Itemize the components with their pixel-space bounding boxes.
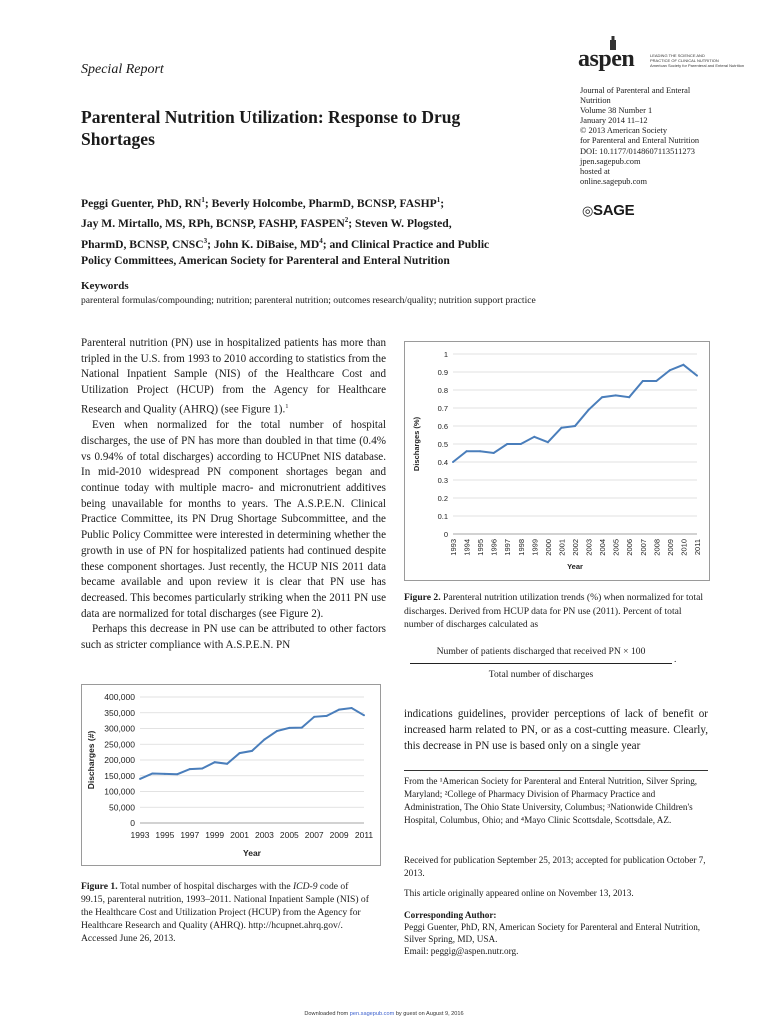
data-point [139,778,141,780]
journal-line[interactable]: jpen.sagepub.com [580,156,641,166]
x-tick-label: 1995 [155,830,175,840]
footer-text: by guest on August 9, 2016 [394,1011,464,1017]
data-point [251,750,253,752]
journal-line: January 2014 11–12 [580,116,648,126]
data-point [151,773,153,775]
download-footer [0,1011,768,1017]
author-affil: 1 [201,196,205,204]
author-affil: 2 [344,216,349,225]
figure-label: Figure 2. [404,592,441,603]
y-tick-label: 250,000 [104,739,135,750]
x-tick-label: 2003 [584,539,594,556]
body-column-left [81,336,386,654]
author-name: Jay M. Mirtallo, MS, RPh, BCNSP, FASHP, FASPEN [81,217,345,231]
y-tick-label: 0.3 [437,476,448,485]
aspen-logo-word: aspen [578,46,635,72]
logo-tag-line: PRACTICE OF CLINICAL NUTRITION [650,58,719,63]
x-tick-label: 2009 [665,539,675,556]
sage-logo [582,202,634,219]
x-tick-label: 1996 [489,539,499,556]
caption-text: Total number of hospital discharges with the [117,881,293,892]
author-sep: ; and Clinical Practice and Public [322,237,490,251]
data-point [588,409,590,411]
logo-tag-line: LEADING THE SCIENCE AND [650,53,705,58]
footer-text: Downloaded from [304,1011,350,1017]
figure1-frame [81,684,381,866]
journal-line: DOI: 10.1177/0148607113511273 [580,146,695,156]
y-tick-label: 1 [443,350,448,359]
keywords-text: parenteral formulas/compounding; nutrition; parenteral nutrition; outcomes research/quality; nutrition support practice [81,295,536,306]
data-point [263,739,265,741]
data-point [313,716,315,718]
author-name: Steven W. Plogsted, [355,217,452,231]
section-label: Special Report [81,62,164,77]
y-tick-label: 0.4 [437,458,448,467]
x-tick-label: 2004 [598,539,608,556]
journal-line: Volume 38 Number 1 [580,106,653,116]
figure-label: Figure 1. [81,881,118,892]
y-tick-label: 100,000 [104,786,135,797]
formula-period: . [674,654,677,665]
sage-logo-icon: ◎ [582,203,594,218]
x-axis-label: Year [567,562,583,571]
reference-mark: 1 [285,402,289,410]
data-point [615,394,617,396]
y-tick-label: 300,000 [104,723,135,734]
y-tick-label: 0.7 [437,404,448,413]
x-tick-label: 1999 [530,539,540,556]
data-point [164,773,166,775]
data-point [560,427,562,429]
journal-line: Nutrition [580,96,611,106]
x-tick-label: 1995 [476,539,486,556]
sage-logo-text: SAGE [593,202,635,219]
x-tick-label: 1993 [130,830,150,840]
keywords-heading: Keywords [81,280,129,292]
figure1-caption [81,880,371,945]
data-point [301,727,303,729]
y-tick-label: 50,000 [109,802,135,813]
journal-line[interactable]: online.sagepub.com [580,176,647,186]
formula-denominator: Total number of discharges [488,669,594,680]
y-tick-label: 0.9 [437,368,448,377]
data-point [452,461,454,463]
x-tick-label: 2006 [625,539,635,556]
caption-italic: ICD-9 [292,881,318,892]
journal-line: for Parenteral and Enteral Nutrition [580,136,700,146]
data-point [176,773,178,775]
y-tick-label: 0 [130,818,135,828]
y-tick-label: 0 [443,530,448,539]
data-point [288,727,290,729]
data-point [493,452,495,454]
series-line [140,708,364,779]
data-point [506,443,508,445]
corr-email[interactable]: Email: peggig@aspen.nutr.org. [404,946,519,956]
x-tick-label: 1999 [205,830,225,840]
y-tick-label: 200,000 [104,755,135,765]
x-tick-label: 2001 [557,539,567,556]
x-tick-label: 2005 [611,539,621,556]
received-dates: Received for publication September 25, 2013; accepted for publication October 7, 2013. [404,855,706,879]
author-sep: ; [207,237,214,251]
formula-numerator: Number of patients discharged that received PN × 100 [436,646,646,657]
data-point [338,709,340,711]
data-point [226,763,228,765]
figure2-frame [404,341,710,581]
figure2-caption [404,591,708,632]
paragraph [81,336,386,418]
x-tick-label: 2011 [354,830,374,840]
data-point [466,450,468,452]
y-tick-label: 350,000 [104,707,135,718]
x-tick-label: 2008 [652,539,662,556]
author-name: Peggi Guenter, PhD, RN [81,196,202,210]
y-tick-label: 0.1 [437,512,448,521]
x-tick-label: 2002 [571,539,580,556]
author-sep: ; [204,196,212,210]
x-tick-label: 2003 [254,830,274,840]
footer-link[interactable]: pen.sagepub.com [349,1011,395,1017]
x-tick-label: 1998 [516,539,526,556]
figure1-chart [82,685,380,865]
data-point [520,443,522,445]
data-point [574,425,576,427]
data-point [642,380,644,382]
data-point [601,396,603,398]
data-point [533,436,535,438]
journal-line: hosted at [580,166,611,176]
corresponding-author [404,909,708,957]
x-tick-label: 2010 [679,539,689,556]
y-tick-label: 0.5 [437,440,448,449]
y-axis-label: Discharges (%) [412,416,421,472]
data-point [363,714,365,716]
body-column-right: indications guidelines, provider perceptions of lack of benefit or increased harm related to PN, or as a cost-cutting measure. Clearly, this decrease in PN use is based only on a single year [404,708,708,752]
paragraph-text: Parenteral nutrition (PN) use in hospitalized patients has more than tripled in the U.S. from 1993 to 2010 according to statistics from the National Inpatient Sample (NIS) of the Healthcare Cost and Utilization Project (HCUP) from the Agency for Healthcare Research and Quality (AHRQ) (see Figure 1). [81,337,386,416]
data-point [655,380,657,382]
paragraph: Perhaps this decrease in PN use can be attributed to other factors such as stricter compliance with A.S.P.E.N. PN [81,623,386,652]
caption-text: Parenteral nutrition utilization trends (%) when normalized for total discharges. Derived from HCUP data for PN use (2011). Percent of total number of discharges calculated as [404,592,704,630]
author-sep: ; [348,217,356,231]
author-affil: 4 [319,236,323,245]
x-tick-label: 2009 [329,830,349,840]
data-point [669,369,671,371]
data-point [189,768,191,770]
figure2-chart [405,342,709,580]
divider [404,770,708,771]
x-tick-label: 2000 [543,539,553,556]
data-point [276,730,278,732]
aspen-logo [578,36,748,80]
corr-text: Peggi Guenter, PhD, RN, American Society for Parenteral and Enteral Nutrition, Silver Spring, MD, USA. [404,922,701,944]
y-tick-label: 0.2 [437,494,448,503]
x-tick-label: 2007 [304,830,324,840]
online-date: This article originally appeared online on November 13, 2013. [404,888,634,898]
x-tick-label: 1997 [503,539,513,556]
caption-text: code of 99.15, parenteral nutrition, 1993–2011. National Inpatient Sample (NIS) of the Healthcare Cost and Utilization Project (HCUP) from the Agency for Healthcare Research and Quality (AHRQ). http://hcupnet.ahrq.gov/. Accessed June 26, 2013. [81,881,369,944]
data-point [214,761,216,763]
data-point [682,364,684,366]
data-point [628,396,630,398]
author-name: John K. DiBaise, MD [213,237,320,251]
data-point [239,752,241,754]
data-point [201,768,203,770]
journal-line: © 2013 American Society [580,126,668,136]
logo-tag-line: American Society for Parenteral and Enteral Nutrition [650,63,745,68]
x-tick-label: 1993 [449,539,458,556]
data-point [351,707,353,709]
x-tick-label: 2005 [279,830,299,840]
y-tick-label: 0.6 [437,422,448,431]
x-tick-label: 1994 [462,539,472,556]
series-line [453,365,697,462]
y-tick-label: 400,000 [104,692,135,702]
author-name: PharmD, BCNSP, CNSC [81,237,204,251]
corr-heading: Corresponding Author: [404,910,497,920]
author-name: Beverly Holcombe, PharmD, BCNSP, FASHP [211,196,437,210]
x-axis-label: Year [243,848,261,858]
y-tick-label: 150,000 [104,770,135,781]
author-sep: ; [440,196,445,210]
x-tick-label: 2007 [638,539,648,556]
article-title: Parenteral Nutrition Utilization: Response to Drug Shortages [81,107,461,149]
author-affil: 1 [436,196,441,204]
x-tick-label: 1997 [180,830,200,840]
data-point [479,450,481,452]
y-axis-label: Discharges (#) [86,730,96,790]
author-name: Policy Committees, American Society for Parenteral and Enteral Nutrition [81,254,450,268]
paragraph: Even when normalized for the total number of hospital discharges, the use of PN has more than doubled in that time (0.4% vs 0.94% of total discharges) according to HCUPnet NIS database. In mid-2010 widespread PN component shortages began and continue today with multiple macro- and micronutrient additives being unavailable for months to years. The A.S.P.E.N. Clinical Practice Committee, its PN Drug Shortage Subcommittee, and the Public Policy Committee were interested in determining whether the growth in use of PN for hospitalized patients had continued despite these component shortages. Just recently, the HCUP NIS 2011 data became available and upon review it is clear that PN use has decreased. This becomes particularly striking when the 2011 PN use data are normalized for total discharges (see Figure 2). [81,419,386,620]
author-affil: 3 [203,236,208,245]
journal-line: Journal of Parenteral and Enteral [580,86,691,95]
y-tick-label: 0.8 [437,386,448,395]
author-list [81,192,541,270]
x-tick-label: 2011 [693,539,702,556]
data-point [326,715,328,717]
x-tick-label: 2001 [230,830,250,840]
journal-info [580,86,750,187]
affiliations: From the ¹American Society for Parenteral and Enteral Nutrition, Silver Spring, Maryland; ²College of Pharmacy Division of Pharmacy Practice and Administration, The Ohio State University, Columbus; ³Nationwide Children's Hospital, Columbus, Ohio; and ⁴Mayo Clinic Scottsdale, Scottsdale, AZ. [404,776,698,826]
aspen-logo-tagline [650,53,746,68]
data-point [696,375,698,377]
formula-fraction-bar [410,663,672,664]
data-point [547,441,549,443]
